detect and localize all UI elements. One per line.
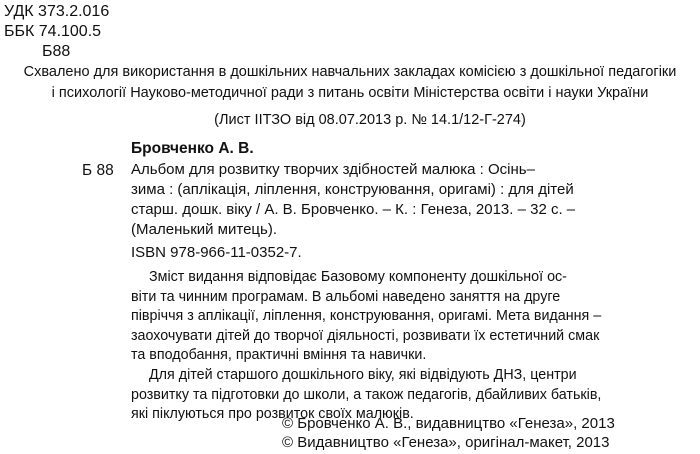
- copyright-line: © Видавництво «Генеза», оригінал-макет, 2013: [282, 434, 610, 451]
- bbk-code: ББК 74.100.5: [4, 23, 102, 40]
- annotation-line: Для дітей старшого дошкільного віку, які відвідують ДНЗ, центри: [149, 366, 577, 383]
- approval-line: Схвалено для використання в дошкільних навчальних закладах комісією з дошкільної педагогіки: [23, 64, 677, 80]
- author-mark: Б88: [42, 43, 71, 60]
- approval-line: і психології Науково-методичної ради з питань освіти Міністерства освіти і науки України: [51, 85, 649, 101]
- annotation-line: розвитку та підготовки до школи, а також педагогів, дбайливих батьків,: [131, 386, 602, 403]
- copyright-block: [282, 414, 615, 452]
- description-line: зима : (аплікація, ліплення, конструювання, оригамі) : для дітей: [131, 181, 574, 198]
- annotation-line: віти та чинним програмам. В альбомі наведено заняття на друге: [131, 288, 561, 305]
- bibliographic-description: [131, 160, 651, 240]
- annotation-line: півріччя з аплікації, ліплення, конструювання, оригамі. Мета видання –: [131, 308, 602, 325]
- description-line: (Маленький митець).: [131, 221, 277, 238]
- annotation-line: Зміст видання відповідає Базовому компоненту дошкільної ос-: [149, 269, 567, 285]
- annotation-line: та вподобання, практичні вміння та навички.: [131, 347, 427, 364]
- approval-statement: [0, 62, 700, 104]
- annotation: [131, 268, 656, 425]
- copyright-line: © Бровченко А. В., видавництво «Генеза», 2013: [282, 415, 615, 432]
- annotation-line: які піклуються про розвиток своїх малюків.: [131, 406, 414, 423]
- annotation-paragraph: [131, 268, 656, 366]
- description-line: Альбом для розвитку творчих здібностей малюка : Осінь–: [131, 161, 535, 178]
- shelf-mark: Б 88: [82, 162, 114, 179]
- catalog-author: Бровченко А. В.: [131, 140, 254, 157]
- description-line: старш. дошк. віку / А. В. Бровченко. – К. : Генеза, 2013. – 32 с. –: [131, 201, 576, 218]
- udk-code: УДК 373.2.016: [4, 3, 110, 20]
- letter-reference: (Лист ІІТЗО від 08.07.2013 р. № 14.1/12-Г-274): [214, 112, 526, 128]
- annotation-line: заохочувати дітей до творчої діяльності, розвивати їх естетичний смак: [131, 327, 600, 344]
- isbn: ISBN 978-966-11-0352-7.: [131, 244, 302, 261]
- classification-codes: [4, 2, 109, 62]
